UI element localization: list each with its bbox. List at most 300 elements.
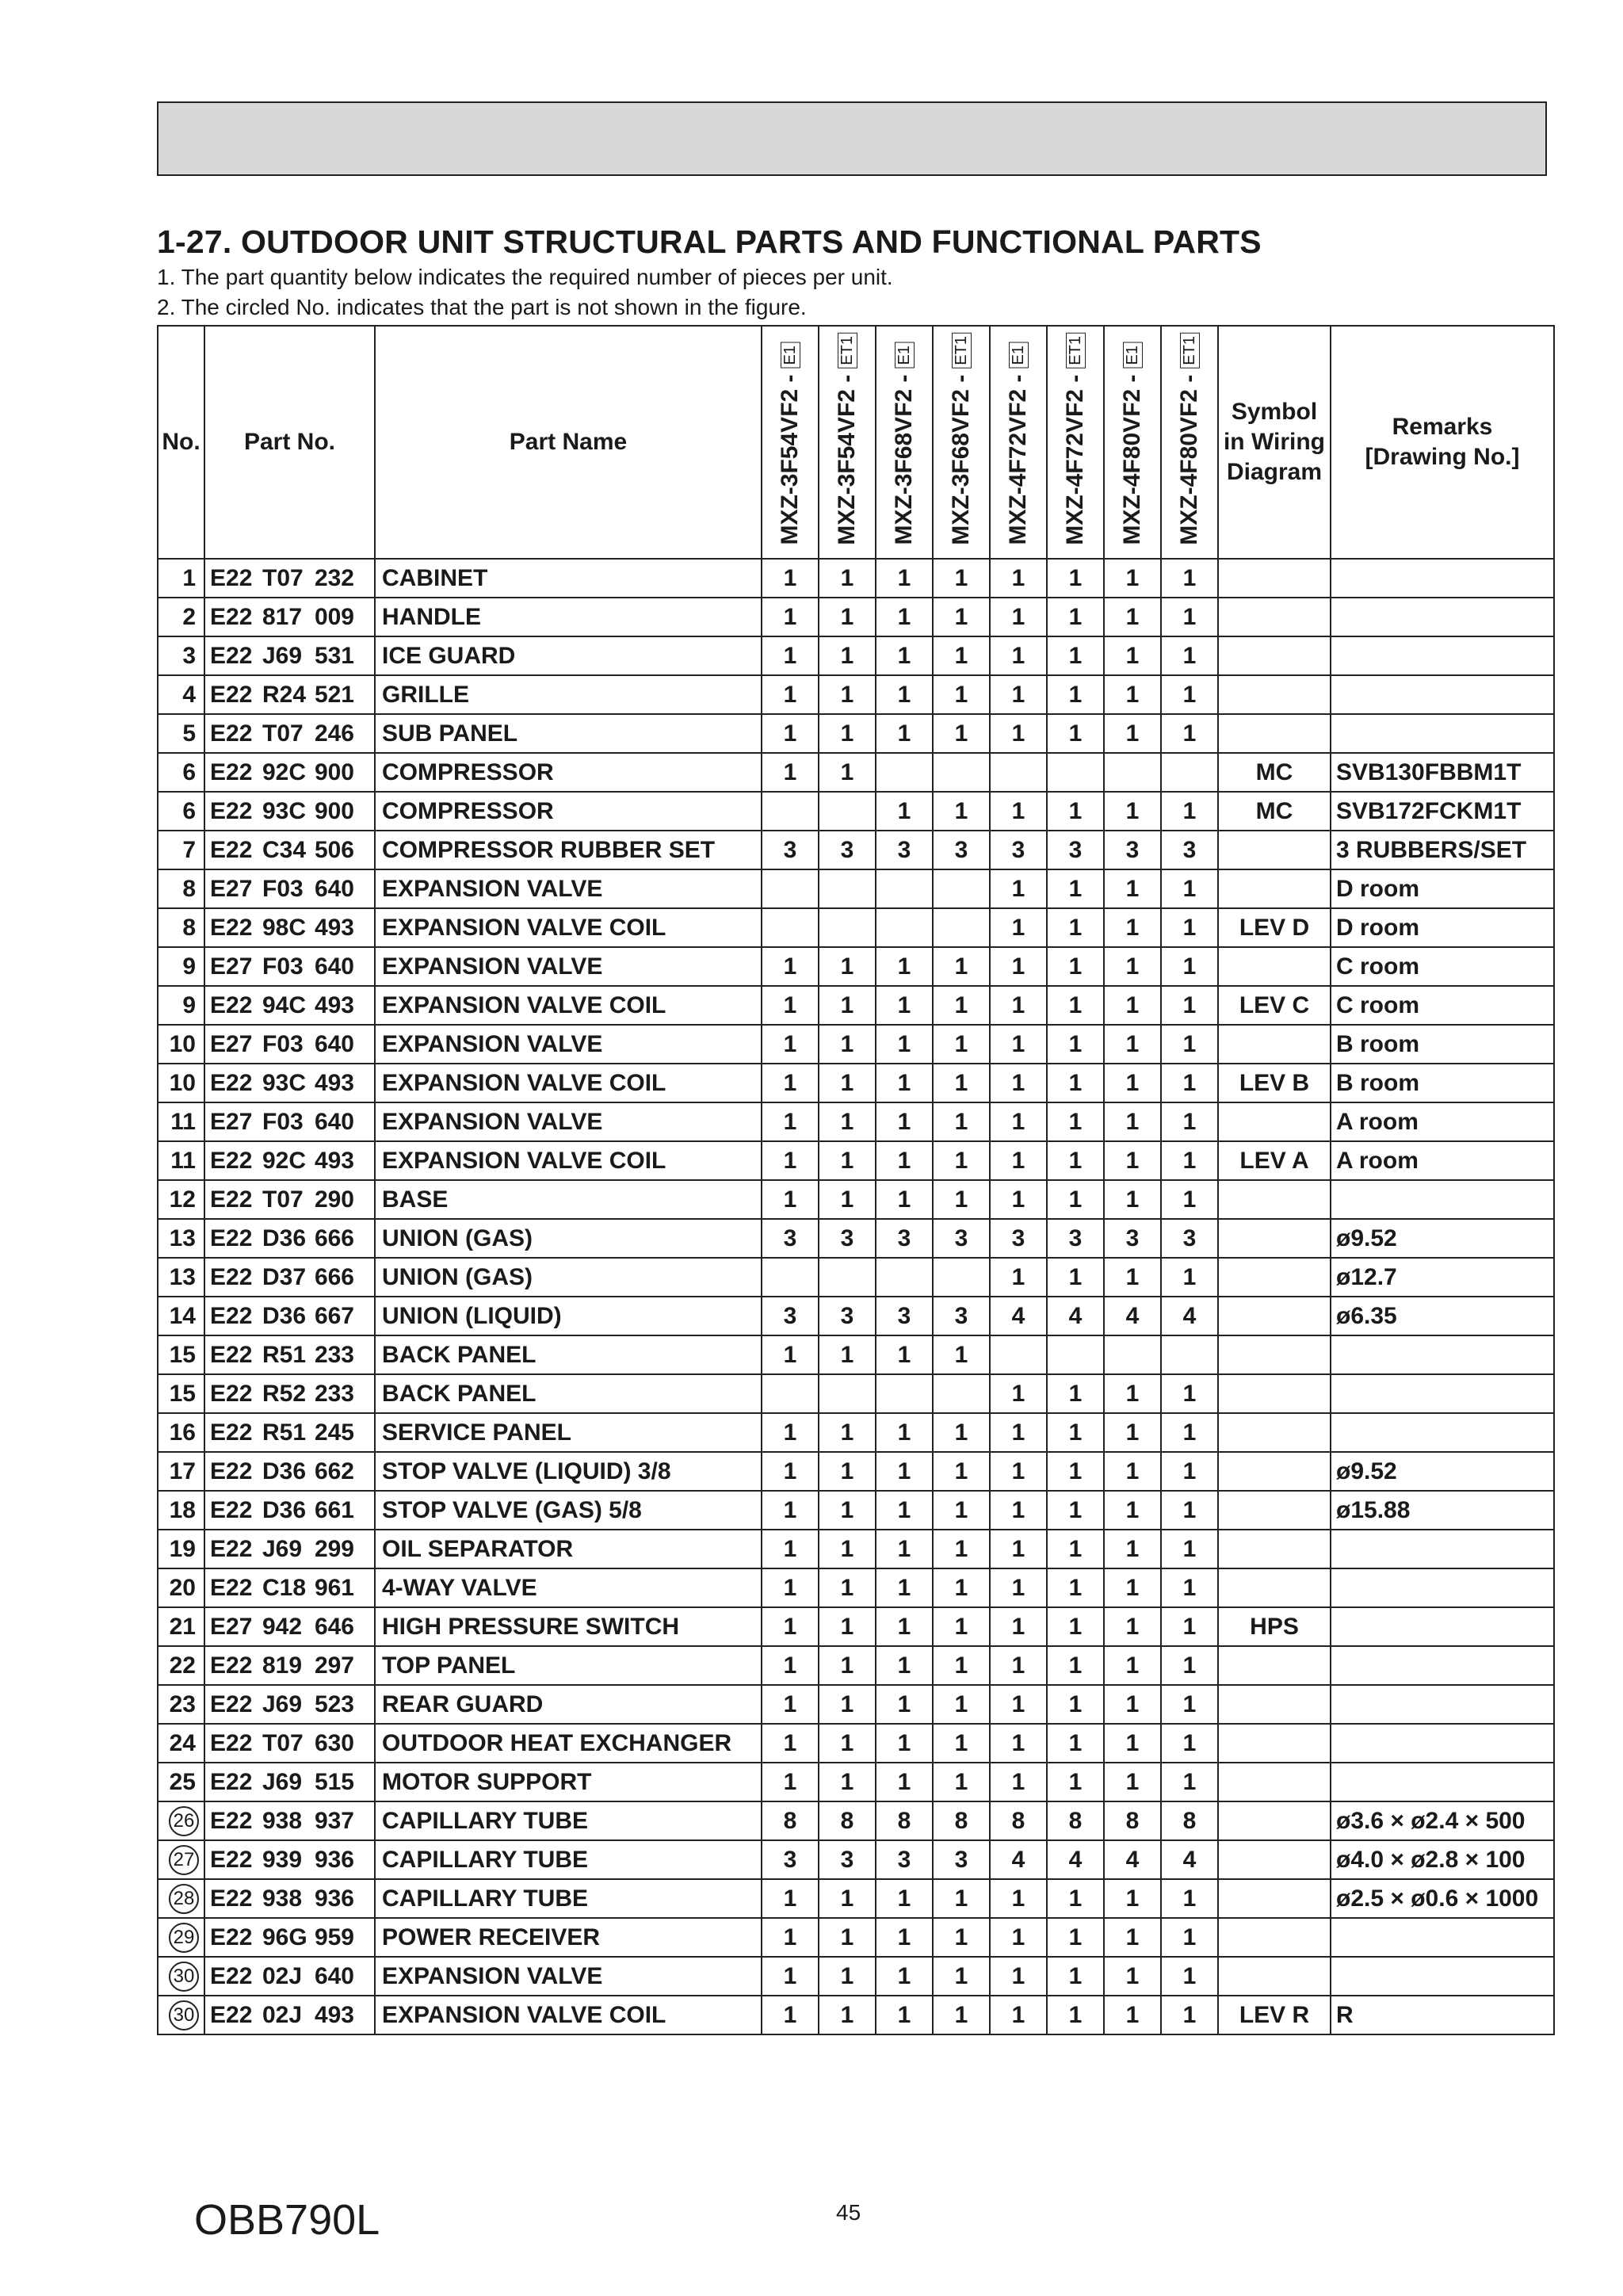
part-no-segment: R51 [262,1419,307,1446]
cell-remarks: B room [1331,1025,1554,1064]
cell-quantity: 1 [1047,1180,1104,1219]
table-row [158,1141,1554,1180]
cell-remarks [1331,714,1554,753]
cell-part-name: EXPANSION VALVE COIL [375,908,762,947]
cell-remarks [1331,675,1554,714]
cell-remarks [1331,1685,1554,1724]
cell-symbol [1218,869,1331,908]
cell-quantity: 1 [1104,1141,1161,1180]
part-no-segment: 531 [314,642,354,669]
part-no-segment: E27 [210,1613,253,1640]
model-suffix: E1 [895,342,915,368]
part-no-segment: 640 [314,1108,354,1135]
cell-part-no [204,1413,375,1452]
cell-quantity: 1 [1104,1530,1161,1568]
header-model [1161,326,1218,559]
cell-quantity [819,908,876,947]
cell-quantity: 1 [933,1568,990,1607]
cell-quantity: 1 [762,1452,819,1491]
cell-quantity: 1 [990,1374,1047,1413]
cell-quantity: 1 [933,559,990,598]
part-no-segment: R52 [262,1380,307,1407]
cell-remarks: SVB130FBBM1T [1331,753,1554,792]
cell-quantity: 3 [933,1219,990,1258]
cell-quantity: 1 [819,1491,876,1530]
model-suffix: E1 [781,342,800,368]
cell-quantity: 1 [933,675,990,714]
part-no-segment: D36 [262,1457,307,1484]
cell-symbol [1218,1413,1331,1452]
cell-quantity: 1 [1161,1491,1218,1530]
cell-symbol [1218,714,1331,753]
cell-quantity: 1 [933,1064,990,1102]
cell-quantity: 1 [990,1258,1047,1297]
cell-quantity: 1 [819,1568,876,1607]
table-row [158,1374,1554,1413]
part-no-segment: 661 [314,1496,354,1523]
part-no-segment: E22 [210,1690,253,1717]
part-no-segment: 98C [262,914,307,941]
row-number: 11 [170,1108,196,1135]
cell-quantity: 1 [876,1957,933,1996]
cell-no [158,1568,204,1607]
cell-part-no [204,1568,375,1607]
header-remarks [1331,326,1554,559]
cell-part-no [204,1879,375,1918]
cell-no [158,1413,204,1452]
cell-part-name: UNION (LIQUID) [375,1297,762,1335]
cell-no [158,831,204,869]
cell-no [158,947,204,986]
cell-remarks [1331,636,1554,675]
cell-quantity: 1 [1161,1258,1218,1297]
header-part-no: Part No. [204,326,375,559]
part-no-segment: 936 [314,1846,354,1873]
cell-quantity: 1 [1047,598,1104,636]
cell-quantity: 3 [1104,831,1161,869]
table-row [158,675,1554,714]
cell-quantity: 1 [1104,636,1161,675]
part-no-segment: 493 [314,1069,354,1096]
cell-quantity: 1 [876,947,933,986]
cell-quantity: 1 [762,1957,819,1996]
part-no-segment: E22 [210,2001,253,2028]
cell-quantity [933,1374,990,1413]
row-number: 7 [182,836,196,863]
cell-remarks: D room [1331,869,1554,908]
cell-remarks [1331,1763,1554,1801]
table-row [158,598,1554,636]
model-name: MXZ-4F72VF2 - [1062,374,1088,545]
row-number: 9 [182,991,196,1018]
cell-no [158,1879,204,1918]
table-row [158,1335,1554,1374]
cell-quantity: 1 [1047,792,1104,831]
header-symbol-line: in Wiring [1223,429,1326,455]
cell-quantity: 1 [762,1335,819,1374]
cell-quantity: 1 [1047,675,1104,714]
cell-quantity: 1 [1047,1763,1104,1801]
circled-number: 28 [169,1884,199,1914]
cell-quantity: 1 [1047,1258,1104,1297]
cell-quantity: 1 [762,1879,819,1918]
part-no-segment: E27 [210,1108,253,1135]
cell-part-name: EXPANSION VALVE COIL [375,1996,762,2034]
part-no-segment: E22 [210,1380,253,1407]
cell-quantity: 1 [876,792,933,831]
cell-quantity: 1 [990,947,1047,986]
cell-quantity: 1 [990,1607,1047,1646]
table-row [158,986,1554,1025]
cell-quantity: 1 [1047,1568,1104,1607]
row-number: 17 [169,1457,196,1484]
cell-quantity: 1 [933,1452,990,1491]
cell-quantity [1047,1335,1104,1374]
row-number: 11 [170,1147,196,1174]
cell-remarks [1331,559,1554,598]
cell-no [158,908,204,947]
cell-symbol [1218,1297,1331,1335]
cell-quantity: 1 [819,1763,876,1801]
part-no-segment: 92C [262,1147,307,1174]
cell-quantity [819,1374,876,1413]
header-remarks-line: Remarks [1392,414,1493,440]
cell-quantity: 4 [1047,1297,1104,1335]
cell-quantity: 3 [933,831,990,869]
cell-part-no [204,753,375,792]
cell-quantity [933,1258,990,1297]
cell-part-no [204,1219,375,1258]
cell-part-no [204,636,375,675]
cell-quantity: 1 [876,1102,933,1141]
cell-quantity: 1 [990,1102,1047,1141]
part-no-segment: 666 [314,1224,354,1251]
cell-quantity [1104,753,1161,792]
cell-quantity: 1 [933,714,990,753]
cell-quantity: 1 [762,598,819,636]
cell-quantity: 1 [1161,1452,1218,1491]
cell-no [158,598,204,636]
part-no-segment: T07 [262,720,304,747]
cell-remarks [1331,1724,1554,1763]
part-no-segment: E22 [210,1457,253,1484]
cell-quantity: 1 [762,675,819,714]
cell-quantity: 1 [990,1025,1047,1064]
cell-no [158,1685,204,1724]
cell-quantity: 1 [762,1646,819,1685]
cell-part-name: CAPILLARY TUBE [375,1840,762,1879]
row-number: 13 [169,1263,196,1290]
cell-symbol [1218,1180,1331,1219]
part-no-segment: E22 [210,1496,253,1523]
header-model [1104,326,1161,559]
cell-quantity: 1 [876,675,933,714]
cell-quantity: 3 [876,831,933,869]
part-no-segment: J69 [262,1535,303,1562]
cell-quantity: 1 [1104,1763,1161,1801]
cell-quantity: 1 [1047,1491,1104,1530]
row-number: 4 [182,681,196,708]
part-no-segment: T07 [262,1186,304,1213]
cell-quantity: 1 [1047,1413,1104,1452]
part-no-segment: 493 [314,914,354,941]
cell-quantity: 1 [1047,1064,1104,1102]
cell-part-no [204,1491,375,1530]
model-suffix: E1 [1009,342,1029,368]
cell-symbol: LEV R [1218,1996,1331,2034]
cell-quantity: 1 [1161,1879,1218,1918]
row-number: 13 [169,1224,196,1251]
cell-quantity: 1 [1161,1763,1218,1801]
cell-quantity: 1 [933,1918,990,1957]
cell-quantity: 1 [762,986,819,1025]
note-circled: 2. The circled No. indicates that the part is not shown in the figure. [157,295,807,319]
part-no-segment: T07 [262,564,304,591]
cell-quantity: 4 [1161,1297,1218,1335]
cell-quantity: 1 [990,598,1047,636]
table-row [158,1413,1554,1452]
part-no-segment: 93C [262,797,307,824]
cell-quantity: 1 [819,1180,876,1219]
cell-quantity: 3 [762,1840,819,1879]
circled-number: 30 [169,2000,199,2030]
cell-part-name: EXPANSION VALVE COIL [375,1141,762,1180]
cell-symbol: MC [1218,792,1331,831]
table-row [158,1685,1554,1724]
part-no-segment: E22 [210,1419,253,1446]
cell-symbol [1218,1801,1331,1840]
part-no-segment: D36 [262,1224,307,1251]
cell-quantity: 1 [819,1530,876,1568]
part-no-segment: 900 [314,758,354,785]
cell-symbol [1218,598,1331,636]
cell-no [158,869,204,908]
cell-remarks: ø15.88 [1331,1491,1554,1530]
cell-quantity: 1 [876,1685,933,1724]
cell-quantity: 1 [762,1996,819,2034]
table-row [158,831,1554,869]
part-no-segment: F03 [262,1108,304,1135]
table-row [158,792,1554,831]
cell-quantity: 1 [762,1568,819,1607]
part-no-segment: J69 [262,1690,303,1717]
cell-quantity: 3 [876,1297,933,1335]
cell-quantity: 4 [990,1840,1047,1879]
cell-quantity: 1 [1161,792,1218,831]
part-no-segment: E22 [210,1302,253,1329]
cell-quantity: 1 [1104,869,1161,908]
row-number: 19 [169,1535,196,1562]
part-no-segment: 93C [262,1069,307,1096]
cell-quantity: 1 [762,1491,819,1530]
cell-quantity: 1 [1161,559,1218,598]
cell-quantity: 1 [1161,947,1218,986]
cell-quantity: 1 [933,1335,990,1374]
cell-quantity [762,869,819,908]
table-row [158,1763,1554,1801]
cell-quantity: 1 [1104,1607,1161,1646]
cell-quantity: 1 [1047,1879,1104,1918]
cell-quantity [1047,753,1104,792]
header-model [1047,326,1104,559]
part-no-segment: E22 [210,1263,253,1290]
model-suffix: ET1 [1066,333,1086,369]
part-no-segment: 942 [262,1613,303,1640]
model-suffix: ET1 [952,333,972,369]
cell-quantity: 1 [1047,559,1104,598]
cell-no [158,675,204,714]
part-no-segment: 493 [314,991,354,1018]
cell-no [158,1102,204,1141]
cell-symbol [1218,1491,1331,1530]
part-no-segment: E22 [210,1341,253,1368]
part-no-segment: E22 [210,1652,253,1679]
cell-quantity [933,753,990,792]
cell-remarks [1331,1957,1554,1996]
cell-quantity: 1 [1161,1530,1218,1568]
cell-quantity: 3 [876,1840,933,1879]
row-number: 1 [182,564,196,591]
cell-quantity: 1 [819,1413,876,1452]
cell-quantity: 1 [1161,636,1218,675]
cell-quantity: 1 [876,1413,933,1452]
part-no-segment: 937 [314,1807,354,1834]
cell-part-no [204,714,375,753]
cell-quantity: 1 [1104,1568,1161,1607]
cell-part-no [204,598,375,636]
cell-part-no [204,947,375,986]
cell-quantity: 3 [819,1297,876,1335]
cell-no [158,1724,204,1763]
cell-symbol [1218,675,1331,714]
cell-part-no [204,1918,375,1957]
cell-quantity: 1 [990,792,1047,831]
cell-quantity: 1 [990,908,1047,947]
cell-quantity: 1 [990,1452,1047,1491]
cell-quantity: 3 [819,1840,876,1879]
cell-quantity: 1 [1161,1374,1218,1413]
part-no-segment: 640 [314,875,354,902]
cell-quantity: 3 [933,1297,990,1335]
part-no-segment: R24 [262,681,307,708]
cell-quantity: 1 [1161,986,1218,1025]
cell-quantity: 1 [819,1996,876,2034]
cell-quantity: 1 [819,1141,876,1180]
cell-quantity: 1 [819,1646,876,1685]
cell-quantity: 1 [762,559,819,598]
part-no-segment: 02J [262,1962,303,1989]
header-remarks-line: [Drawing No.] [1365,444,1520,470]
cell-quantity: 1 [933,986,990,1025]
cell-part-no [204,1141,375,1180]
cell-quantity: 1 [1161,869,1218,908]
cell-quantity: 8 [1047,1801,1104,1840]
table-row [158,1102,1554,1141]
cell-part-no [204,1180,375,1219]
part-no-segment: 640 [314,1030,354,1057]
cell-quantity: 1 [1047,869,1104,908]
part-no-segment: D36 [262,1302,307,1329]
cell-symbol: LEV B [1218,1064,1331,1102]
cell-remarks [1331,598,1554,636]
row-number: 8 [182,875,196,902]
header-band [157,101,1547,176]
part-no-segment: E22 [210,836,253,863]
model-suffix: E1 [1123,342,1143,368]
cell-no [158,986,204,1025]
cell-quantity: 1 [819,1918,876,1957]
cell-quantity [1161,1335,1218,1374]
cell-quantity: 4 [1047,1840,1104,1879]
cell-quantity: 1 [819,559,876,598]
header-no: No. [158,326,204,559]
part-no-segment: E22 [210,1924,253,1950]
header-model [933,326,990,559]
cell-quantity: 1 [1161,1568,1218,1607]
cell-quantity: 1 [1047,1996,1104,2034]
cell-part-no [204,1646,375,1685]
cell-quantity: 1 [1047,1685,1104,1724]
cell-part-name: EXPANSION VALVE [375,1102,762,1141]
part-no-segment: 959 [314,1924,354,1950]
part-no-segment: 232 [314,564,354,591]
part-no-segment: 521 [314,681,354,708]
cell-part-name: OIL SEPARATOR [375,1530,762,1568]
table-row [158,1957,1554,1996]
note-quantity: 1. The part quantity below indicates the required number of pieces per unit. [157,265,893,289]
cell-quantity: 1 [762,947,819,986]
model-name: MXZ-3F54VF2 - [777,374,803,545]
table-row [158,1801,1554,1840]
cell-quantity: 1 [1104,1724,1161,1763]
row-number: 10 [169,1030,196,1057]
table-row [158,1219,1554,1258]
cell-quantity: 1 [1047,1025,1104,1064]
cell-quantity: 1 [876,714,933,753]
cell-quantity: 8 [1104,1801,1161,1840]
header-symbol [1218,326,1331,559]
cell-quantity: 3 [762,1297,819,1335]
cell-part-name: UNION (GAS) [375,1258,762,1297]
part-no-segment: 02J [262,2001,303,2028]
cell-symbol: MC [1218,753,1331,792]
table-row [158,1491,1554,1530]
cell-part-no [204,986,375,1025]
cell-quantity: 1 [990,1918,1047,1957]
cell-part-name: MOTOR SUPPORT [375,1763,762,1801]
part-no-segment: 297 [314,1652,354,1679]
cell-quantity: 1 [876,1491,933,1530]
cell-symbol [1218,947,1331,986]
cell-symbol [1218,1957,1331,1996]
table-row [158,908,1554,947]
part-no-segment: 640 [314,1962,354,1989]
cell-quantity: 1 [933,792,990,831]
cell-quantity: 1 [933,636,990,675]
cell-quantity: 1 [876,1763,933,1801]
cell-remarks: ø9.52 [1331,1452,1554,1491]
table-row [158,1879,1554,1918]
cell-quantity: 1 [819,753,876,792]
part-no-segment: 938 [262,1807,303,1834]
cell-quantity: 1 [762,1141,819,1180]
cell-quantity [819,1258,876,1297]
cell-no [158,792,204,831]
cell-quantity: 1 [1047,1530,1104,1568]
cell-part-no [204,1840,375,1879]
cell-quantity: 4 [1161,1840,1218,1879]
part-no-segment: E22 [210,720,253,747]
